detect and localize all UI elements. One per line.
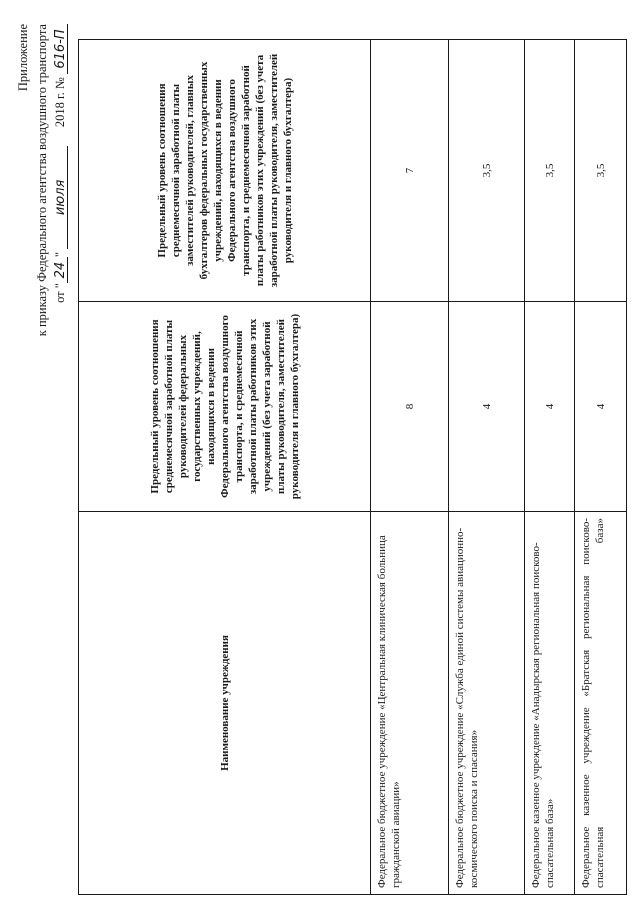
handwritten-month: июля: [54, 146, 68, 249]
head-ratio-value: 4: [575, 302, 627, 512]
deputy-ratio-value: 3,5: [449, 40, 525, 302]
handwritten-order-number: 616-П: [54, 24, 68, 74]
table-row: [575, 40, 627, 895]
date-prefix: от ": [53, 283, 67, 303]
table-row: [525, 40, 575, 895]
deputy-ratio-value: 3,5: [575, 40, 627, 302]
table-header-row: [79, 40, 371, 895]
date-quote: ": [53, 248, 67, 258]
deputy-ratio-value: 7: [371, 40, 449, 302]
appendix-label: Приложение: [16, 24, 30, 92]
order-date-number: [53, 24, 68, 303]
head-ratio-value: 8: [371, 302, 449, 512]
deputy-ratio-value: 3,5: [525, 40, 575, 302]
institution-name: Федеральное бюджетное учреждение «Служба единой системы авиационно-космического поиска и спасания»: [449, 512, 525, 895]
head-ratio-value: 4: [525, 302, 575, 512]
table-row: [449, 40, 525, 895]
head-ratio-value: 4: [449, 302, 525, 512]
table-row: [371, 40, 449, 895]
institution-name: Федеральное казенное учреждение «Анадырская региональная поисково-спасательная база»: [525, 512, 575, 895]
institution-name: Федеральное бюджетное учреждение «Центральная клиническая больница гражданской авиации»: [371, 512, 449, 895]
col-header-deputy-ratio: Предельный уровень соотношения среднемесячной заработной платы заместителей руководителей, главных бухгалтеров федеральных государственных учреждений, находящихся в ведении Федерального агентства воздушного транспорта, и среднемесячной заработной платы работников этих учреждений (без учета заработной платы руководителя, заместителей руководителя и главного бухгалтера): [79, 40, 371, 302]
institution-name: Федеральное казенное учреждение «Братская региональная поисково-спасательная база»: [575, 512, 627, 895]
year-and-number-label: 2018 г. №: [53, 77, 67, 128]
handwritten-day: 24: [54, 257, 68, 283]
salary-ratio-table: [78, 39, 627, 895]
order-reference: к приказу Федерального агентства воздушного транспорта: [35, 24, 49, 337]
col-header-head-ratio: Предельный уровень соотношения среднемесячной заработной платы руководителей федеральных государственных учреждений, находящихся в ведении Федерального агентства воздушного транспорта, и среднемесячной заработной платы работников этих учреждений (без учета заработной платы руководителя, заместителей руководителя и главного бухгалтера): [79, 302, 371, 512]
col-header-institution-name: Наименование учреждения: [79, 512, 371, 895]
